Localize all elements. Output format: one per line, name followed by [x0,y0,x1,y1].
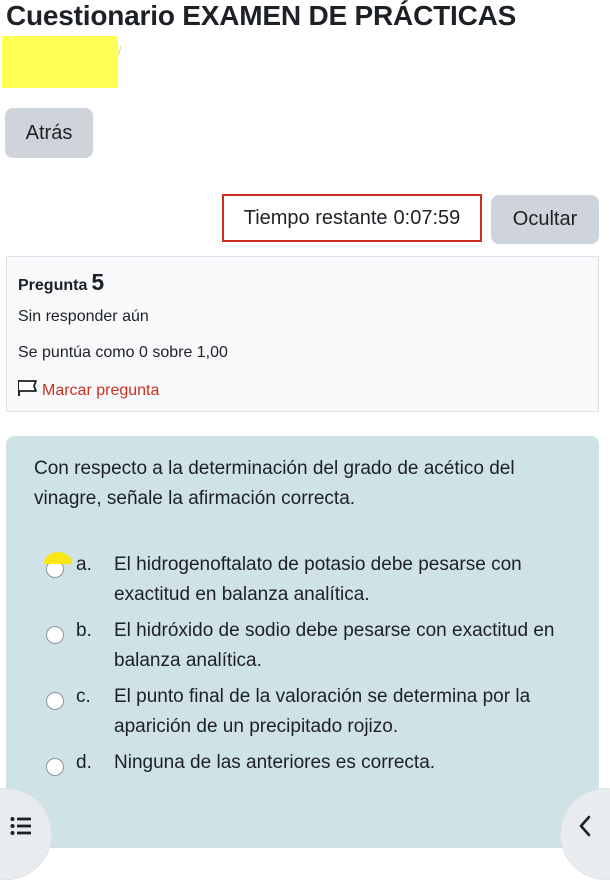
question-info-box [6,256,599,412]
option-text: El hidróxido de sodio debe pesarse con exactitud en balanza analítica. [114,620,555,671]
chevron-left-icon [577,814,593,843]
radio-button[interactable] [46,626,64,644]
list-icon [10,816,32,841]
option-text: Ninguna de las anteriores es correcta. [114,752,436,773]
question-text: Con respecto a la determinación del grado de acético del vinagre, señale la afirmación correcta. [34,458,515,509]
question-status: Sin responder aún [18,308,149,325]
timer-label: Tiempo restante [243,206,388,229]
option-text: El hidrogenoftalato de potasio debe pesarse con exactitud en balanza analítica. [114,554,522,605]
highlight-tick: / [118,44,122,58]
question-label: Pregunta [18,277,88,294]
radio-button[interactable] [46,758,64,776]
question-panel [6,436,599,848]
answer-option-d[interactable] [6,748,599,808]
flag-question-label: Marcar pregunta [42,381,160,399]
answer-option-c[interactable] [6,682,599,742]
timer-value: 0:07:59 [393,206,461,229]
hide-timer-button[interactable]: Ocultar [491,195,599,244]
radio-button[interactable] [46,692,64,710]
timer-box [222,194,482,242]
highlight-mark [2,36,118,88]
answer-option-b[interactable] [6,616,599,676]
option-letter: a. [76,554,92,575]
option-text: El punto final de la valoración se determina por la aparición de un precipitado rojizo. [114,686,531,737]
question-number-value: 5 [91,269,105,295]
option-letter: d. [76,752,92,773]
page-title: Cuestionario EXAMEN DE PRÁCTICAS [6,0,517,31]
question-number [18,269,104,296]
back-button[interactable]: Atrás [5,108,93,158]
question-grade: Se puntúa como 0 sobre 1,00 [18,344,228,361]
answer-option-a[interactable] [6,550,599,610]
option-letter: c. [76,686,91,707]
option-letter: b. [76,620,92,641]
flag-question-link[interactable] [17,379,159,402]
flag-icon [17,379,42,402]
